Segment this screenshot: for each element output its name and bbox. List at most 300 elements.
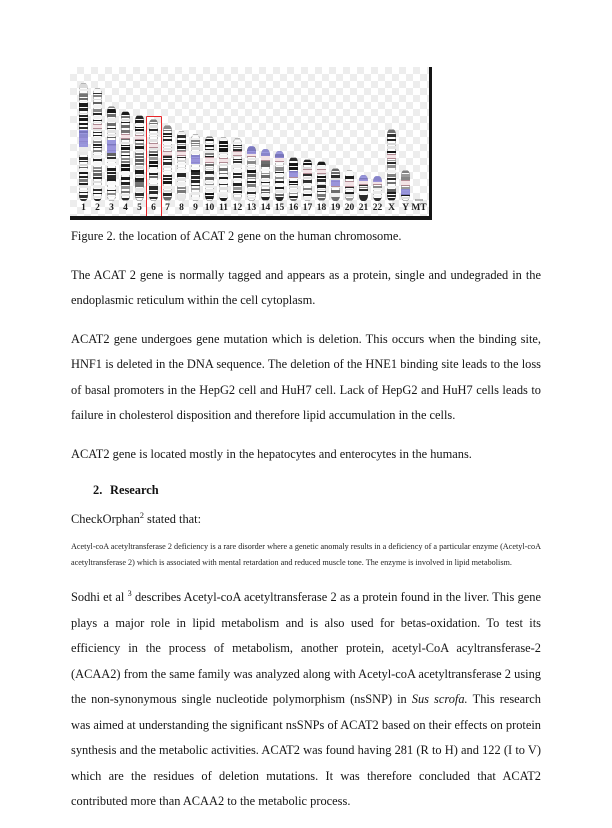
chromosome-1: [79, 83, 88, 201]
chromosome-band: [191, 188, 200, 191]
chromosome-label-13: 13: [246, 203, 257, 213]
chromosome-band: [191, 143, 200, 144]
chromosome-band: [373, 191, 382, 194]
chromosome-band: [233, 159, 242, 160]
chromosome-band: [79, 190, 88, 192]
chromosome-band: [121, 155, 130, 156]
chromosome-band: [219, 180, 228, 183]
chromosome-band: [177, 173, 186, 176]
chromosome-4-ideogram: [121, 111, 130, 201]
chromosome-band: [219, 148, 228, 151]
chromosome-band: [387, 182, 396, 184]
chromosome-band: [163, 193, 172, 196]
chromosome-band: [93, 105, 102, 108]
chromosome-band: [163, 136, 172, 137]
chromosome-20-ideogram: [345, 170, 354, 201]
chromosome-3: [107, 106, 116, 201]
chromosome-band: [135, 182, 144, 184]
chromosome-band: [107, 179, 116, 180]
chromosome-band: [107, 163, 116, 166]
chromosome-band: [107, 118, 116, 121]
chromosome-band: [387, 178, 396, 181]
chromosome-band: [387, 139, 396, 142]
chromosome-band: [345, 176, 354, 179]
chromosome-7-ideogram: [163, 125, 172, 201]
chromosome-ideogram-group: [73, 69, 425, 201]
chromosome-band: [387, 198, 396, 200]
chromosome-label-4: 4: [123, 203, 128, 213]
chromosome-16-ideogram: [289, 157, 298, 201]
chromosome-band: [205, 189, 214, 192]
chromosome-band: [303, 191, 312, 193]
chromosome-band: [177, 135, 186, 138]
chromosome-16: [289, 157, 298, 201]
chromosome-band: [79, 152, 88, 155]
chromosome-band: [191, 197, 200, 200]
chromosome-band: [121, 198, 130, 200]
karyotype-image: [70, 67, 432, 220]
gene-marker: [247, 146, 256, 154]
chromosome-band: [149, 129, 158, 131]
chromosome-label-2: 2: [95, 203, 100, 213]
chromosome-band: [107, 175, 116, 178]
chromosome-band: [219, 152, 228, 154]
chromosome-band: [317, 198, 326, 200]
document-body: [71, 224, 541, 828]
chromosome-label-9: 9: [193, 203, 198, 213]
gene-marker: [275, 151, 284, 158]
chromosome-band: [387, 143, 396, 145]
chromosome-band: [233, 139, 242, 140]
chromosome-band: [345, 198, 354, 201]
chromosome-17-ideogram: [303, 159, 312, 201]
chromosome-band: [149, 165, 158, 167]
chromosome-band: [275, 177, 284, 179]
chromosome-band: [219, 138, 228, 140]
chromosome-band: [93, 132, 102, 133]
chromosome-band: [163, 130, 172, 131]
chromosome-band: [387, 170, 396, 173]
chromosome-11-ideogram: [219, 137, 228, 201]
chromosome-band: [205, 171, 214, 174]
paragraph-acat2-protein: The ACAT 2 gene is normally tagged and appears as a protein, single and undegraded in the endoplasmic reticulum within the cell cytoplasm.: [71, 267, 541, 307]
source-name: CheckOrphan: [71, 512, 140, 526]
chromosome-band: [317, 179, 326, 182]
chromosome-band: [275, 190, 284, 193]
chromosome-band: [177, 144, 186, 145]
gene-marker: [373, 176, 382, 182]
citation-author: Sodhi et al: [71, 590, 125, 604]
chromosome-5: [135, 115, 144, 201]
chromosome-band: [219, 145, 228, 146]
chromosome-label-row: [73, 201, 425, 214]
species-name: Sus scrofa.: [411, 692, 468, 706]
research-text-part1: describes Acetyl-coA acetyltransferase 2 as a protein found in the liver. This gene plays a major role in lipid metabolism and is also used for betas-oxidation. To test its efficiency in the process of metabolism, another protein, acetyl-CoA acyltransferase-2 (ACAA2) from the same family was analyzed along with Acetyl-coA acetyltransferase 2 using the non-synonymous single nucleotide polymorphism (nsSNP) in: [71, 590, 541, 706]
chromosome-band: [93, 193, 102, 194]
chromosome-label-22: 22: [372, 203, 383, 213]
chromosome-band: [149, 176, 158, 179]
chromosome-band: [93, 162, 102, 165]
research-text-part2: This research was aimed at understanding the significant nsSNPs of ACAT2 based on their effects on protein synthesis and the metabolic activities. ACAT2 was found having 281 (R to H) and 122 (I to V) which are the residues of deletion mutations. It was therefore concluded that ACAT2 contributed more than ACAA2 to the metabolic process.: [71, 692, 541, 808]
chromosome-label-21: 21: [358, 203, 369, 213]
chromosome-label-18: 18: [316, 203, 327, 213]
chromosome-band: [79, 185, 88, 188]
chromosome-band: [93, 116, 102, 119]
chromosome-band: [163, 126, 172, 128]
chromosome-band: [289, 158, 298, 161]
chromosome-band: [233, 169, 242, 172]
chromosome-band: [345, 171, 354, 174]
chromosome-1-ideogram: [79, 83, 88, 201]
chromosome-band: [79, 161, 88, 163]
chromosome-band: [107, 153, 116, 155]
chromosome-band: [93, 185, 102, 188]
chromosome-band: [163, 197, 172, 200]
chromosome-band: [93, 99, 102, 100]
chromosome-band: [93, 113, 102, 115]
centromere: [121, 134, 130, 139]
chromosome-band: [317, 189, 326, 190]
chromosome-band: [191, 192, 200, 195]
chromosome-band: [79, 123, 88, 125]
chromosome-4: [121, 111, 130, 201]
gene-marker: [261, 149, 270, 156]
chromosome-7: [163, 125, 172, 201]
chromosome-band: [107, 159, 116, 161]
chromosome-band: [219, 173, 228, 174]
chromosome-band: [191, 140, 200, 142]
chromosome-band: [79, 103, 88, 106]
chromosome-band: [359, 191, 368, 194]
chromosome-X-ideogram: [387, 129, 396, 201]
centromere: [317, 169, 326, 174]
citation-marker-2: 2: [139, 510, 144, 520]
chromosome-band: [135, 153, 144, 155]
chromosome-label-5: 5: [137, 203, 142, 213]
chromosome-band: [205, 177, 214, 179]
chromosome-band: [121, 164, 130, 167]
chromosome-band: [205, 139, 214, 141]
attribution-tail: stated that:: [147, 512, 202, 526]
chromosome-band: [121, 145, 130, 146]
chromosome-band: [331, 172, 340, 174]
chromosome-band: [79, 89, 88, 91]
chromosome-band: [107, 193, 116, 195]
chromosome-band: [233, 142, 242, 145]
chromosome-label-MT: MT: [411, 203, 427, 213]
chromosome-band: [331, 190, 340, 193]
chromosome-band: [79, 118, 88, 121]
chromosome-13: [247, 146, 256, 201]
centromere: [233, 151, 242, 156]
chromosome-band: [177, 194, 186, 197]
chromosome-band: [275, 187, 284, 189]
chromosome-band: [79, 183, 88, 184]
chromosome-band: [233, 197, 242, 200]
chromosome-band: [275, 184, 284, 186]
chromosome-band: [79, 84, 88, 87]
chromosome-band: [93, 177, 102, 179]
chromosome-band: [149, 157, 158, 159]
chromosome-band: [205, 143, 214, 145]
chromosome-band: [247, 184, 256, 187]
chromosome-band: [121, 142, 130, 144]
chromosome-band: [135, 127, 144, 128]
chromosome-band: [289, 178, 298, 180]
chromosome-band: [135, 175, 144, 177]
chromosome-band: [107, 137, 116, 138]
chromosome-band: [93, 93, 102, 94]
chromosome-band: [79, 94, 88, 97]
chromosome-band: [247, 174, 256, 177]
chromosome-band: [247, 188, 256, 191]
chromosome-band: [79, 176, 88, 179]
chromosome-band: [121, 194, 130, 196]
figure-right-border: [429, 67, 432, 220]
chromosome-band: [121, 112, 130, 115]
chromosome-band: [121, 116, 130, 118]
chromosome-band: [247, 170, 256, 173]
chromosome-band: [177, 190, 186, 193]
chromosome-band: [205, 198, 214, 199]
chromosome-band: [93, 173, 102, 176]
chromosome-band: [79, 101, 88, 103]
chromosome-band: [387, 130, 396, 133]
chromosome-band: [247, 197, 256, 199]
chromosome-band: [79, 172, 88, 174]
chromosome-band: [191, 176, 200, 179]
chromosome-band: [79, 169, 88, 171]
chromosome-band: [93, 155, 102, 158]
chromosome-14: [261, 149, 270, 201]
chromosome-band: [205, 181, 214, 183]
chromosome-band: [219, 187, 228, 190]
chromosome-band: [289, 184, 298, 185]
quote-attribution: [71, 508, 541, 530]
chromosome-band: [135, 120, 144, 123]
chromosome-band: [121, 186, 130, 189]
chromosome-band: [177, 157, 186, 159]
chromosome-8: [177, 131, 186, 201]
chromosome-band: [387, 151, 396, 153]
chromosome-band: [303, 180, 312, 182]
chromosome-Y: [401, 170, 410, 201]
chromosome-band: [149, 180, 158, 184]
chromosome-band: [135, 185, 144, 186]
chromosome-8-ideogram: [177, 131, 186, 201]
chromosome-band: [93, 181, 102, 184]
section-heading-research: [71, 480, 541, 500]
chromosome-band: [79, 148, 88, 151]
chromosome-band: [233, 183, 242, 186]
chromosome-9: [191, 134, 200, 201]
chromosome-band: [107, 187, 116, 189]
chromosome-band: [261, 185, 270, 187]
paragraph-acat2-mutation: ACAT2 gene undergoes gene mutation which is deletion. This occurs when the binding site, HNF1 is deleted in the DNA sequence. The deletion of the HNE1 binding site leads to the loss of basal promoters in the HepG2 cell and HuH7 cell. Lack of HepG2 and HuH7 cells leads to failure in cholesterol disposition and therefore lipid accumulation in the cells.: [71, 331, 541, 422]
chromosome-band: [275, 181, 284, 183]
chromosome-band: [135, 170, 144, 173]
chromosome-band: [163, 186, 172, 189]
chromosome-band: [205, 185, 214, 187]
chromosome-22-ideogram: [373, 176, 382, 201]
chromosome-5-ideogram: [135, 115, 144, 201]
chromosome-band: [107, 114, 116, 117]
chromosome-label-10: 10: [204, 203, 215, 213]
chromosome-band: [93, 144, 102, 146]
chromosome-band: [275, 165, 284, 167]
chromosome-band: [93, 196, 102, 198]
chromosome-band: [149, 161, 158, 164]
chromosome-band: [149, 154, 158, 156]
chromosome-band: [107, 107, 116, 108]
chromosome-band: [107, 196, 116, 198]
chromosome-band: [163, 133, 172, 136]
chromosome-12: [233, 138, 242, 201]
chromosome-band: [387, 162, 396, 164]
chromosome-band: [317, 162, 326, 165]
chromosome-band: [107, 109, 116, 112]
chromosome-band: [177, 182, 186, 185]
chromosome-band: [79, 127, 88, 130]
chromosome-band: [93, 135, 102, 136]
chromosome-band: [107, 182, 116, 185]
chromosome-band: [177, 167, 186, 168]
chromosome-band: [121, 119, 130, 121]
chromosome-2: [93, 88, 102, 201]
chromosome-X: [387, 129, 396, 201]
chromosome-band: [121, 158, 130, 160]
chromosome-band: [107, 128, 116, 130]
chromosome-10: [205, 136, 214, 201]
chromosome-band: [135, 197, 144, 198]
chromosome-band: [233, 179, 242, 181]
chromosome-band: [93, 150, 102, 153]
chromosome-21: [359, 175, 368, 201]
chromosome-band: [79, 179, 88, 182]
chromosome-band: [93, 95, 102, 97]
chromosome-band: [317, 194, 326, 197]
chromosome-band: [163, 170, 172, 171]
chromosome-band: [149, 197, 158, 198]
chromosome-14-ideogram: [261, 149, 270, 201]
chromosome-18-ideogram: [317, 161, 326, 201]
figure-container: [70, 67, 432, 220]
chromosome-band: [401, 171, 410, 173]
chromosome-band: [261, 189, 270, 191]
chromosome-band: [135, 193, 144, 196]
chromosome-band: [121, 147, 130, 150]
chromosome-band: [289, 193, 298, 195]
chromosome-label-8: 8: [179, 203, 184, 213]
chromosome-band: [191, 180, 200, 183]
chromosome-band: [331, 169, 340, 171]
chromosome-band: [149, 139, 158, 142]
chromosome-band: [177, 178, 186, 181]
chromosome-band: [233, 161, 242, 163]
chromosome-band: [275, 167, 284, 170]
chromosome-band: [191, 167, 200, 169]
chromosome-band: [149, 120, 158, 122]
chromosome-13-ideogram: [247, 146, 256, 201]
chromosome-15-ideogram: [275, 151, 284, 201]
chromosome-band: [79, 108, 88, 111]
chromosome-band: [163, 159, 172, 161]
chromosome-band: [359, 189, 368, 191]
chromosome-label-15: 15: [274, 203, 285, 213]
chromosome-band: [289, 189, 298, 192]
chromosome-band: [387, 192, 396, 193]
chromosome-band: [233, 187, 242, 190]
chromosome-band: [149, 186, 158, 189]
chromosome-band: [289, 196, 298, 199]
chromosome-band: [191, 185, 200, 186]
chromosome-band: [247, 192, 256, 194]
chromosome-band: [121, 161, 130, 164]
chromosome-label-X: X: [388, 203, 395, 213]
centromere: [163, 151, 172, 156]
chromosome-band: [233, 164, 242, 167]
chromosome-band: [303, 160, 312, 161]
chromosome-band: [303, 163, 312, 166]
chromosome-band: [303, 177, 312, 180]
chromosome-band: [135, 163, 144, 164]
chromosome-band: [135, 143, 144, 146]
chromosome-15: [275, 151, 284, 201]
paragraph-sodhi-research: [71, 585, 541, 815]
chromosome-band: [219, 155, 228, 157]
centromere: [401, 180, 410, 185]
chromosome-band: [387, 134, 396, 137]
chromosome-band: [219, 194, 228, 196]
chromosome-band: [135, 116, 144, 118]
chromosome-band: [93, 89, 102, 91]
chromosome-band: [317, 191, 326, 192]
chromosome-19: [331, 168, 340, 201]
chromosome-label-20: 20: [344, 203, 355, 213]
chromosome-band: [317, 174, 326, 175]
chromosome-band: [149, 173, 158, 174]
chromosome-band: [331, 193, 340, 196]
chromosome-Y-ideogram: [401, 170, 410, 201]
chromosome-band: [93, 170, 102, 172]
chromosome-band: [247, 181, 256, 183]
chromosome-band: [345, 194, 354, 197]
chromosome-band: [149, 136, 158, 138]
chromosome-band: [163, 142, 172, 145]
chromosome-label-12: 12: [232, 203, 243, 213]
centromere: [387, 154, 396, 159]
chromosome-band: [191, 172, 200, 175]
chromosome-band: [121, 125, 130, 128]
chromosome-band: [177, 187, 186, 188]
chromosome-band: [261, 173, 270, 174]
chromosome-band: [303, 197, 312, 200]
chromosome-band: [93, 109, 102, 112]
chromosome-band: [373, 195, 382, 197]
chromosome-band: [93, 147, 102, 148]
chromosome-label-16: 16: [288, 203, 299, 213]
section-title: Research: [110, 483, 159, 497]
chromosome-band: [191, 147, 200, 150]
chromosome-band: [79, 192, 88, 193]
chromosome-6-ideogram: [149, 119, 158, 201]
chromosome-band: [191, 135, 200, 136]
chromosome-band: [107, 123, 116, 126]
chromosome-band: [359, 195, 368, 197]
chromosome-band: [93, 189, 102, 191]
chromosome-band: [247, 161, 256, 164]
chromosome-9-ideogram: [191, 134, 200, 201]
